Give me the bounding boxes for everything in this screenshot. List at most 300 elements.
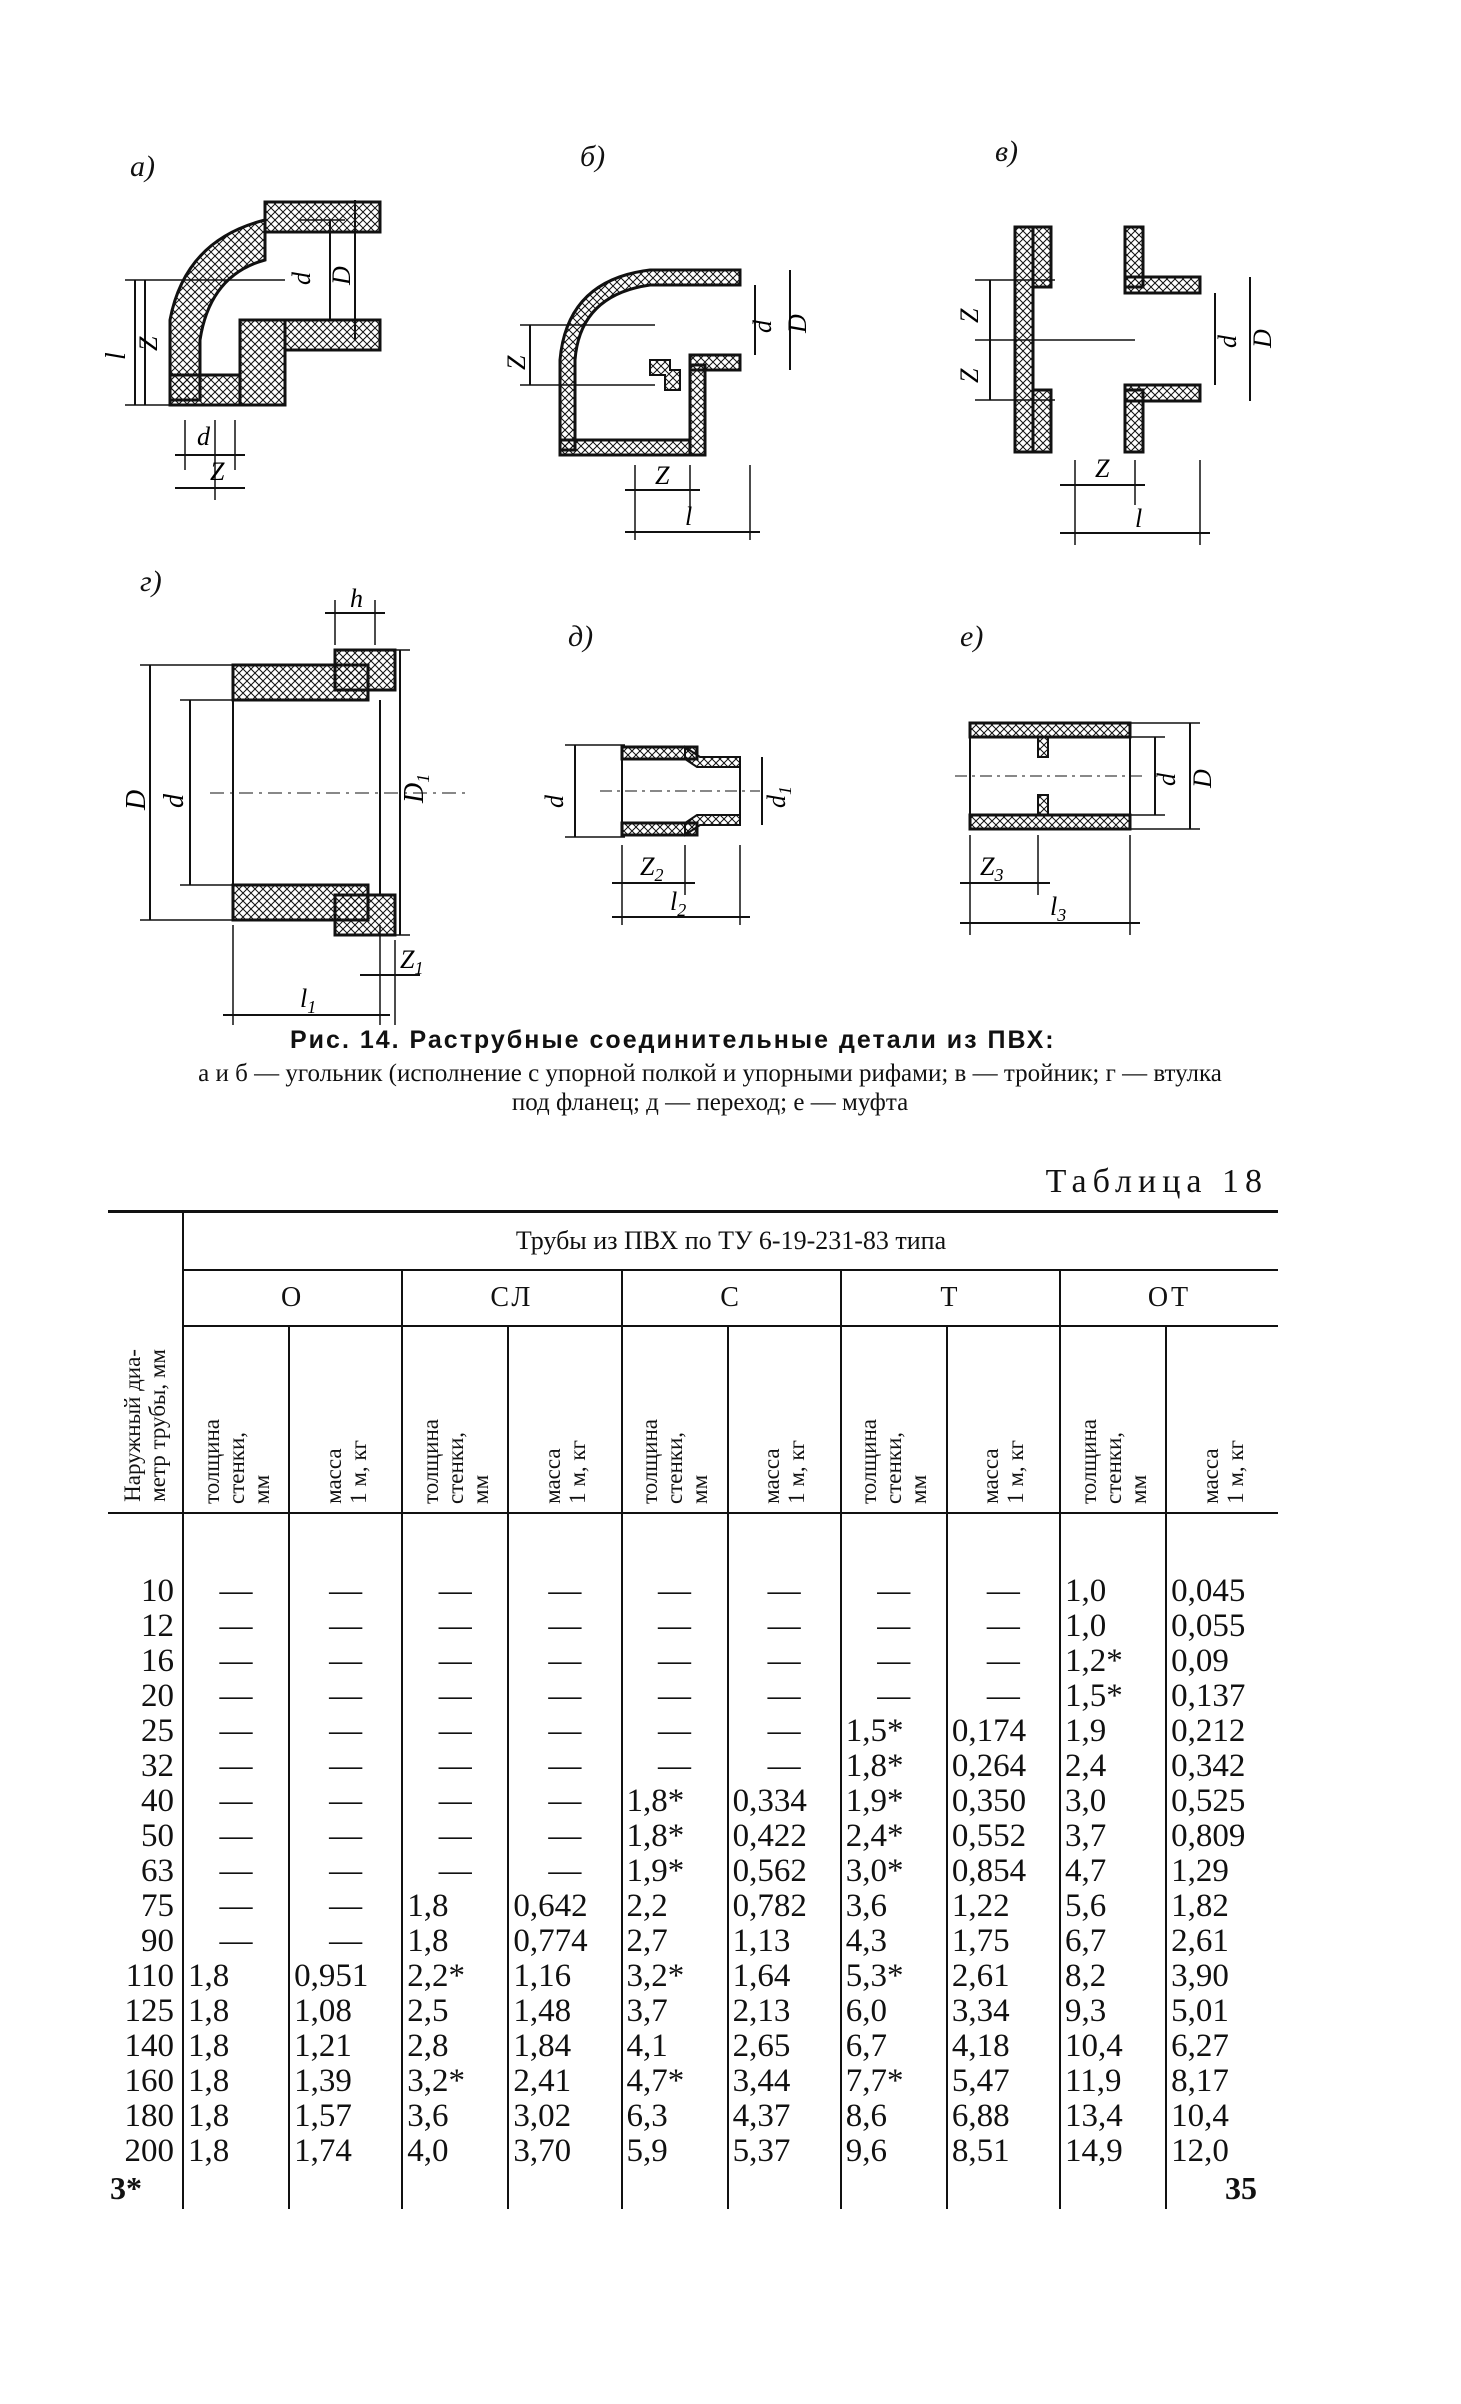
table-cell: — bbox=[289, 1854, 402, 1889]
tail-cell bbox=[508, 2169, 621, 2209]
table-cell: — bbox=[402, 1749, 508, 1784]
table-cell: — bbox=[289, 1819, 402, 1854]
page-number: 35 bbox=[1225, 2170, 1257, 2206]
row-diameter: 200 bbox=[124, 2133, 174, 2169]
table-cell: — bbox=[728, 1749, 841, 1784]
table-cell: 0,809 bbox=[1166, 1819, 1278, 1854]
row-diameter: 40 bbox=[141, 1783, 174, 1819]
header-wall-thickness-text: толщина стенки, мм bbox=[1075, 1419, 1151, 1504]
table-cell: 9,3 bbox=[1060, 1994, 1166, 2029]
header-type: О bbox=[183, 1270, 402, 1326]
figure-a-elbow bbox=[101, 180, 495, 500]
dim-D1-g: $D_1$ bbox=[399, 773, 433, 803]
table-cell: — bbox=[402, 1574, 508, 1609]
dim-D-a: D bbox=[327, 266, 356, 285]
header-wall-thickness-text: толщина стенки, мм bbox=[198, 1419, 274, 1504]
table-cell: 0,562 bbox=[728, 1854, 841, 1889]
table-cell: 3,6 bbox=[402, 2099, 508, 2134]
table-label: Таблица 18 bbox=[1045, 1163, 1268, 1200]
table-cell: 0,045 bbox=[1166, 1574, 1278, 1609]
header-mass-text: масса 1 м, кг bbox=[1197, 1440, 1248, 1504]
table-cell: — bbox=[183, 1784, 289, 1819]
table-cell: 2,8 bbox=[402, 2029, 508, 2064]
table-cell: 1,64 bbox=[728, 1959, 841, 1994]
table-cell: 1,8 bbox=[183, 1994, 289, 2029]
table-cell: — bbox=[508, 1854, 621, 1889]
dim-z-b-bottom: Z bbox=[655, 461, 670, 490]
table-cell: — bbox=[841, 1644, 947, 1679]
table-cell: 0,951 bbox=[289, 1959, 402, 1994]
table-cell: 0,525 bbox=[1166, 1784, 1278, 1819]
table-cell: — bbox=[289, 1749, 402, 1784]
table-cell: 4,7 bbox=[1060, 1854, 1166, 1889]
dim-z2-d: $Z_2$ bbox=[640, 852, 664, 885]
row-diameter: 75 bbox=[141, 1888, 174, 1924]
table-cell: — bbox=[402, 1819, 508, 1854]
table-cell: 8,6 bbox=[841, 2099, 947, 2134]
dim-l-b-bottom: l bbox=[685, 502, 693, 531]
table-cell: 4,18 bbox=[947, 2029, 1060, 2064]
fig-label-g: г) bbox=[140, 565, 162, 598]
table-cell: 1,9 bbox=[1060, 1714, 1166, 1749]
table-row bbox=[108, 1819, 1278, 1854]
table-cell: 1,8 bbox=[402, 1889, 508, 1924]
row-diameter: 90 bbox=[141, 1923, 174, 1959]
table-cell: 1,8 bbox=[183, 2029, 289, 2064]
row-diameter: 32 bbox=[141, 1748, 174, 1784]
header-mass bbox=[728, 1326, 841, 1513]
table-cell: 0,174 bbox=[947, 1714, 1060, 1749]
header-mass bbox=[289, 1326, 402, 1513]
table-row bbox=[108, 1889, 1278, 1924]
table-row bbox=[108, 2029, 1278, 2064]
row-diameter: 25 bbox=[141, 1713, 174, 1749]
table-cell: 4,37 bbox=[728, 2099, 841, 2134]
table-cell: 3,44 bbox=[728, 2064, 841, 2099]
table-cell: 1,75 bbox=[947, 1924, 1060, 1959]
table-cell: 3,7 bbox=[622, 1994, 728, 2029]
table-cell: 1,82 bbox=[1166, 1889, 1278, 1924]
table-cell: 0,642 bbox=[508, 1889, 621, 1924]
table-cell: — bbox=[402, 1644, 508, 1679]
fig-label-v: в) bbox=[995, 135, 1019, 168]
table-cell: 4,7* bbox=[622, 2064, 728, 2099]
table-row bbox=[108, 1749, 1278, 1784]
table-cell: — bbox=[402, 1609, 508, 1644]
spacer-cell bbox=[728, 1513, 841, 1574]
table-cell: 2,2 bbox=[622, 1889, 728, 1924]
table-cell: — bbox=[947, 1679, 1060, 1714]
table-cell: — bbox=[947, 1609, 1060, 1644]
table-cell: 0,774 bbox=[508, 1924, 621, 1959]
header-group: Трубы из ПВХ по ТУ 6-19-231-83 типа bbox=[183, 1212, 1278, 1271]
table-cell: 1,16 bbox=[508, 1959, 621, 1994]
table-cell: — bbox=[289, 1574, 402, 1609]
table-cell: 0,552 bbox=[947, 1819, 1060, 1854]
table-cell: — bbox=[508, 1644, 621, 1679]
table-cell: 5,9 bbox=[622, 2134, 728, 2169]
tail-cell bbox=[622, 2169, 728, 2209]
table-cell: 11,9 bbox=[1060, 2064, 1166, 2099]
dim-z1-g: $Z_1$ bbox=[400, 945, 424, 978]
spacer-cell bbox=[1166, 1513, 1278, 1574]
table-cell: — bbox=[183, 1574, 289, 1609]
table-cell: 6,3 bbox=[622, 2099, 728, 2134]
table-cell: 3,0 bbox=[1060, 1784, 1166, 1819]
table-cell: 6,27 bbox=[1166, 2029, 1278, 2064]
table-cell: 6,7 bbox=[841, 2029, 947, 2064]
table-cell: 2,5 bbox=[402, 1994, 508, 2029]
table-cell: — bbox=[183, 1714, 289, 1749]
figure-e-coupling bbox=[940, 705, 1240, 940]
table-cell: 6,7 bbox=[1060, 1924, 1166, 1959]
dim-d1-d: $d_1$ bbox=[762, 786, 795, 808]
table-cell: 13,4 bbox=[1060, 2099, 1166, 2134]
tail-cell bbox=[947, 2169, 1060, 2209]
table-cell: — bbox=[728, 1714, 841, 1749]
header-type: С bbox=[622, 1270, 841, 1326]
table-cell: 5,01 bbox=[1166, 1994, 1278, 2029]
tail-cell bbox=[1060, 2169, 1166, 2209]
dim-z-a: Z bbox=[134, 336, 163, 351]
table-cell: — bbox=[289, 1714, 402, 1749]
table-row bbox=[108, 1994, 1278, 2029]
spacer-cell bbox=[947, 1513, 1060, 1574]
table-row bbox=[108, 1644, 1278, 1679]
table-cell: 6,0 bbox=[841, 1994, 947, 2029]
header-wall-thickness bbox=[1060, 1326, 1166, 1513]
table-cell: 1,5* bbox=[1060, 1679, 1166, 1714]
tail-cell bbox=[1166, 2169, 1278, 2209]
dim-d-b: d bbox=[748, 320, 777, 333]
header-sub-row bbox=[108, 1326, 1278, 1513]
table-cell: — bbox=[183, 1854, 289, 1889]
row-diameter: 125 bbox=[124, 1993, 174, 2029]
table-cell: — bbox=[508, 1819, 621, 1854]
fig-label-a: а) bbox=[130, 150, 155, 183]
pipes-table bbox=[108, 1210, 1278, 2209]
table-cell: — bbox=[622, 1714, 728, 1749]
table-cell: 9,6 bbox=[841, 2134, 947, 2169]
table-tail-row bbox=[108, 2169, 1278, 2209]
dim-z-v-top: Z bbox=[955, 308, 984, 323]
table-cell: 0,137 bbox=[1166, 1679, 1278, 1714]
caption-text: а и б — угольник (исполнение с упорной полкой и упорными рифами; в — тройник; г — втулка под фланец; д — переход; е — муфта bbox=[198, 1060, 1222, 1116]
table-cell: 3,90 bbox=[1166, 1959, 1278, 1994]
header-wall-thickness bbox=[402, 1326, 508, 1513]
dim-D-b: D bbox=[783, 314, 812, 333]
table-cell: 1,21 bbox=[289, 2029, 402, 2064]
dim-l-a: l bbox=[101, 352, 132, 360]
figure-caption bbox=[198, 1026, 1222, 1117]
spacer-cell bbox=[1060, 1513, 1166, 1574]
table-cell: 1,29 bbox=[1166, 1854, 1278, 1889]
table-cell: 1,0 bbox=[1060, 1609, 1166, 1644]
table-cell: 8,2 bbox=[1060, 1959, 1166, 1994]
table-cell: — bbox=[289, 1644, 402, 1679]
dim-d-e: d bbox=[1152, 773, 1181, 786]
table-cell: 2,61 bbox=[1166, 1924, 1278, 1959]
table-cell: — bbox=[947, 1574, 1060, 1609]
spacer-cell bbox=[508, 1513, 621, 1574]
row-diameter: 50 bbox=[141, 1818, 174, 1854]
header-wall-thickness-text: толщина стенки, мм bbox=[417, 1419, 493, 1504]
row-diameter: 10 bbox=[141, 1573, 174, 1609]
dim-z3-e: $Z_3$ bbox=[980, 852, 1004, 885]
tail-cell bbox=[289, 2169, 402, 2209]
dim-l-v: l bbox=[1135, 504, 1143, 533]
table-cell: 1,9* bbox=[622, 1854, 728, 1889]
table-cell: 1,84 bbox=[508, 2029, 621, 2064]
dim-h-g: h bbox=[350, 584, 363, 613]
dim-z-a-bottom: Z bbox=[210, 457, 225, 486]
table-cell: 7,7* bbox=[841, 2064, 947, 2099]
table-spacer-row bbox=[108, 1513, 1278, 1574]
caption-title: Рис. 14. Раструбные соединительные детали из ПВХ: bbox=[290, 1026, 1056, 1054]
table-cell: — bbox=[728, 1644, 841, 1679]
dim-d-a-bottom: d bbox=[197, 422, 210, 451]
table-cell: — bbox=[622, 1644, 728, 1679]
table-cell: 1,08 bbox=[289, 1994, 402, 2029]
table-cell: — bbox=[947, 1644, 1060, 1679]
table-row bbox=[108, 1714, 1278, 1749]
tail-cell bbox=[402, 2169, 508, 2209]
dim-l1-g: $l_1$ bbox=[300, 984, 317, 1017]
table-cell: 2,4 bbox=[1060, 1749, 1166, 1784]
table-cell: 0,055 bbox=[1166, 1609, 1278, 1644]
figure-d-reducer bbox=[540, 715, 830, 940]
dim-l3-e: $l_3$ bbox=[1050, 892, 1067, 925]
table-cell: — bbox=[622, 1609, 728, 1644]
table-cell: 6,88 bbox=[947, 2099, 1060, 2134]
dim-D-g: D bbox=[121, 789, 152, 810]
table-row bbox=[108, 2134, 1278, 2169]
table-cell: — bbox=[183, 1749, 289, 1784]
row-diameter: 16 bbox=[141, 1643, 174, 1679]
table-cell: — bbox=[728, 1679, 841, 1714]
figure-v-tee bbox=[935, 215, 1315, 545]
table-cell: — bbox=[508, 1749, 621, 1784]
header-mass bbox=[508, 1326, 621, 1513]
table-cell: 2,7 bbox=[622, 1924, 728, 1959]
table-cell: 4,3 bbox=[841, 1924, 947, 1959]
table-cell: — bbox=[622, 1679, 728, 1714]
table-cell: 1,9* bbox=[841, 1784, 947, 1819]
table-cell: 8,17 bbox=[1166, 2064, 1278, 2099]
dim-D-v: D bbox=[1248, 329, 1277, 348]
table-cell: — bbox=[508, 1784, 621, 1819]
header-wall-thickness-text: толщина стенки, мм bbox=[637, 1419, 713, 1504]
table-cell: — bbox=[402, 1679, 508, 1714]
table-cell: 1,8 bbox=[183, 2064, 289, 2099]
table-cell: — bbox=[622, 1749, 728, 1784]
header-type: СЛ bbox=[402, 1270, 621, 1326]
dim-D-e: D bbox=[1188, 769, 1217, 788]
figure-b-elbow bbox=[502, 250, 865, 550]
fig-label-d: д) bbox=[568, 620, 594, 653]
table-cell: 1,74 bbox=[289, 2134, 402, 2169]
table-cell: 3,70 bbox=[508, 2134, 621, 2169]
table-cell: — bbox=[841, 1609, 947, 1644]
table-cell: 10,4 bbox=[1060, 2029, 1166, 2064]
table-cell: 12,0 bbox=[1166, 2134, 1278, 2169]
table-cell: 1,57 bbox=[289, 2099, 402, 2134]
header-wall-thickness bbox=[622, 1326, 728, 1513]
header-mass-text: масса 1 м, кг bbox=[539, 1440, 590, 1504]
table-cell: — bbox=[728, 1574, 841, 1609]
table-cell: 1,48 bbox=[508, 1994, 621, 2029]
table-cell: 5,6 bbox=[1060, 1889, 1166, 1924]
table-cell: 10,4 bbox=[1166, 2099, 1278, 2134]
table-cell: — bbox=[183, 1819, 289, 1854]
table-cell: 2,4* bbox=[841, 1819, 947, 1854]
spacer-cell bbox=[841, 1513, 947, 1574]
table-cell: 1,8* bbox=[622, 1784, 728, 1819]
tail-cell bbox=[841, 2169, 947, 2209]
table-cell: 1,8 bbox=[183, 1959, 289, 1994]
table-cell: 2,61 bbox=[947, 1959, 1060, 1994]
table-cell: 1,8 bbox=[183, 2099, 289, 2134]
table-cell: — bbox=[508, 1679, 621, 1714]
spacer-cell bbox=[289, 1513, 402, 1574]
header-wall-thickness-text: толщина стенки, мм bbox=[856, 1419, 932, 1504]
table-cell: 3,2* bbox=[402, 2064, 508, 2099]
header-mass bbox=[1166, 1326, 1278, 1513]
table-row bbox=[108, 1959, 1278, 1994]
table-cell: 14,9 bbox=[1060, 2134, 1166, 2169]
table-cell: 3,2* bbox=[622, 1959, 728, 1994]
header-diameter-text: Наружный диа- метр трубы, мм bbox=[120, 1349, 170, 1502]
header-type: ОТ bbox=[1060, 1270, 1278, 1326]
table-cell: — bbox=[508, 1714, 621, 1749]
table-cell: — bbox=[508, 1574, 621, 1609]
spacer-cell bbox=[622, 1513, 728, 1574]
table-cell: — bbox=[183, 1924, 289, 1959]
table-cell: — bbox=[508, 1609, 621, 1644]
dim-z-b: Z bbox=[502, 355, 531, 370]
table-cell: 5,47 bbox=[947, 2064, 1060, 2099]
header-mass-text: масса 1 м, кг bbox=[320, 1440, 371, 1504]
table-cell: — bbox=[841, 1679, 947, 1714]
header-wall-thickness bbox=[183, 1326, 289, 1513]
footer-left: 3* bbox=[110, 2170, 142, 2206]
table-cell: 0,422 bbox=[728, 1819, 841, 1854]
figure-g-flange-bushing bbox=[121, 584, 515, 1025]
table-cell: 0,854 bbox=[947, 1854, 1060, 1889]
header-mass bbox=[947, 1326, 1060, 1513]
table-cell: — bbox=[183, 1679, 289, 1714]
table-cell: — bbox=[402, 1714, 508, 1749]
table-cell: — bbox=[841, 1574, 947, 1609]
fig-label-b: б) bbox=[580, 140, 606, 173]
table-row bbox=[108, 2064, 1278, 2099]
table-cell: 0,09 bbox=[1166, 1644, 1278, 1679]
header-type: Т bbox=[841, 1270, 1060, 1326]
dim-z-v-horiz: Z bbox=[1095, 454, 1110, 483]
table-cell: — bbox=[728, 1609, 841, 1644]
table-cell: — bbox=[289, 1889, 402, 1924]
row-diameter: 160 bbox=[124, 2063, 174, 2099]
fig-label-e: е) bbox=[960, 620, 984, 653]
table-cell: 1,8 bbox=[183, 2134, 289, 2169]
table-cell: — bbox=[183, 1609, 289, 1644]
dim-d-v: d bbox=[1213, 335, 1242, 348]
row-diameter: 63 bbox=[141, 1853, 174, 1889]
table-cell: — bbox=[289, 1609, 402, 1644]
table-cell: 1,8* bbox=[841, 1749, 947, 1784]
table-cell: 2,13 bbox=[728, 1994, 841, 2029]
dim-z-v-bottom: Z bbox=[955, 368, 984, 383]
table-cell: — bbox=[289, 1784, 402, 1819]
header-wall-thickness bbox=[841, 1326, 947, 1513]
table-cell: 1,8* bbox=[622, 1819, 728, 1854]
spacer-cell bbox=[183, 1513, 289, 1574]
row-diameter: 20 bbox=[141, 1678, 174, 1714]
table-cell: 0,334 bbox=[728, 1784, 841, 1819]
header-mass-text: масса 1 м, кг bbox=[759, 1440, 810, 1504]
table-cell: 3,0* bbox=[841, 1854, 947, 1889]
dim-d-g: d bbox=[159, 794, 190, 808]
table-row bbox=[108, 1609, 1278, 1644]
table-cell: 4,1 bbox=[622, 2029, 728, 2064]
table-cell: 3,34 bbox=[947, 1994, 1060, 2029]
table-cell: 2,41 bbox=[508, 2064, 621, 2099]
table-cell: 0,264 bbox=[947, 1749, 1060, 1784]
row-diameter: 110 bbox=[125, 1958, 174, 1994]
dim-d-a: d bbox=[287, 272, 316, 285]
table-cell: 0,350 bbox=[947, 1784, 1060, 1819]
tail-cell bbox=[728, 2169, 841, 2209]
table-cell: 5,37 bbox=[728, 2134, 841, 2169]
header-diameter bbox=[108, 1212, 183, 1514]
table-cell: — bbox=[402, 1784, 508, 1819]
table-cell: 1,39 bbox=[289, 2064, 402, 2099]
table-cell: 5,3* bbox=[841, 1959, 947, 1994]
table-cell: 0,342 bbox=[1166, 1749, 1278, 1784]
table-cell: 0,212 bbox=[1166, 1714, 1278, 1749]
table-cell: 3,02 bbox=[508, 2099, 621, 2134]
table-cell: 2,65 bbox=[728, 2029, 841, 2064]
table-cell: — bbox=[183, 1889, 289, 1924]
table-cell: — bbox=[289, 1924, 402, 1959]
table-cell: 1,22 bbox=[947, 1889, 1060, 1924]
row-diameter: 180 bbox=[124, 2098, 174, 2134]
table-row bbox=[108, 1784, 1278, 1819]
dim-l2-d: $l_2$ bbox=[670, 887, 687, 920]
table-cell: 1,0 bbox=[1060, 1574, 1166, 1609]
header-mass-text: масса 1 м, кг bbox=[978, 1440, 1029, 1504]
table-cell: — bbox=[183, 1644, 289, 1679]
table-cell: — bbox=[289, 1679, 402, 1714]
table-cell: 1,13 bbox=[728, 1924, 841, 1959]
table-row bbox=[108, 1924, 1278, 1959]
header-types-row bbox=[108, 1270, 1278, 1326]
table-cell: 2,2* bbox=[402, 1959, 508, 1994]
table-cell: 8,51 bbox=[947, 2134, 1060, 2169]
table-cell: 3,6 bbox=[841, 1889, 947, 1924]
table-cell: — bbox=[622, 1574, 728, 1609]
row-diameter: 140 bbox=[124, 2028, 174, 2064]
dim-d-d: d bbox=[540, 795, 569, 808]
spacer-cell bbox=[402, 1513, 508, 1574]
table-cell: 1,8 bbox=[402, 1924, 508, 1959]
spacer-cell bbox=[108, 1513, 183, 1574]
table-row bbox=[108, 1574, 1278, 1609]
table-cell: 3,7 bbox=[1060, 1819, 1166, 1854]
table-body bbox=[108, 1513, 1278, 2209]
table-cell: — bbox=[402, 1854, 508, 1889]
row-diameter: 12 bbox=[141, 1608, 174, 1644]
